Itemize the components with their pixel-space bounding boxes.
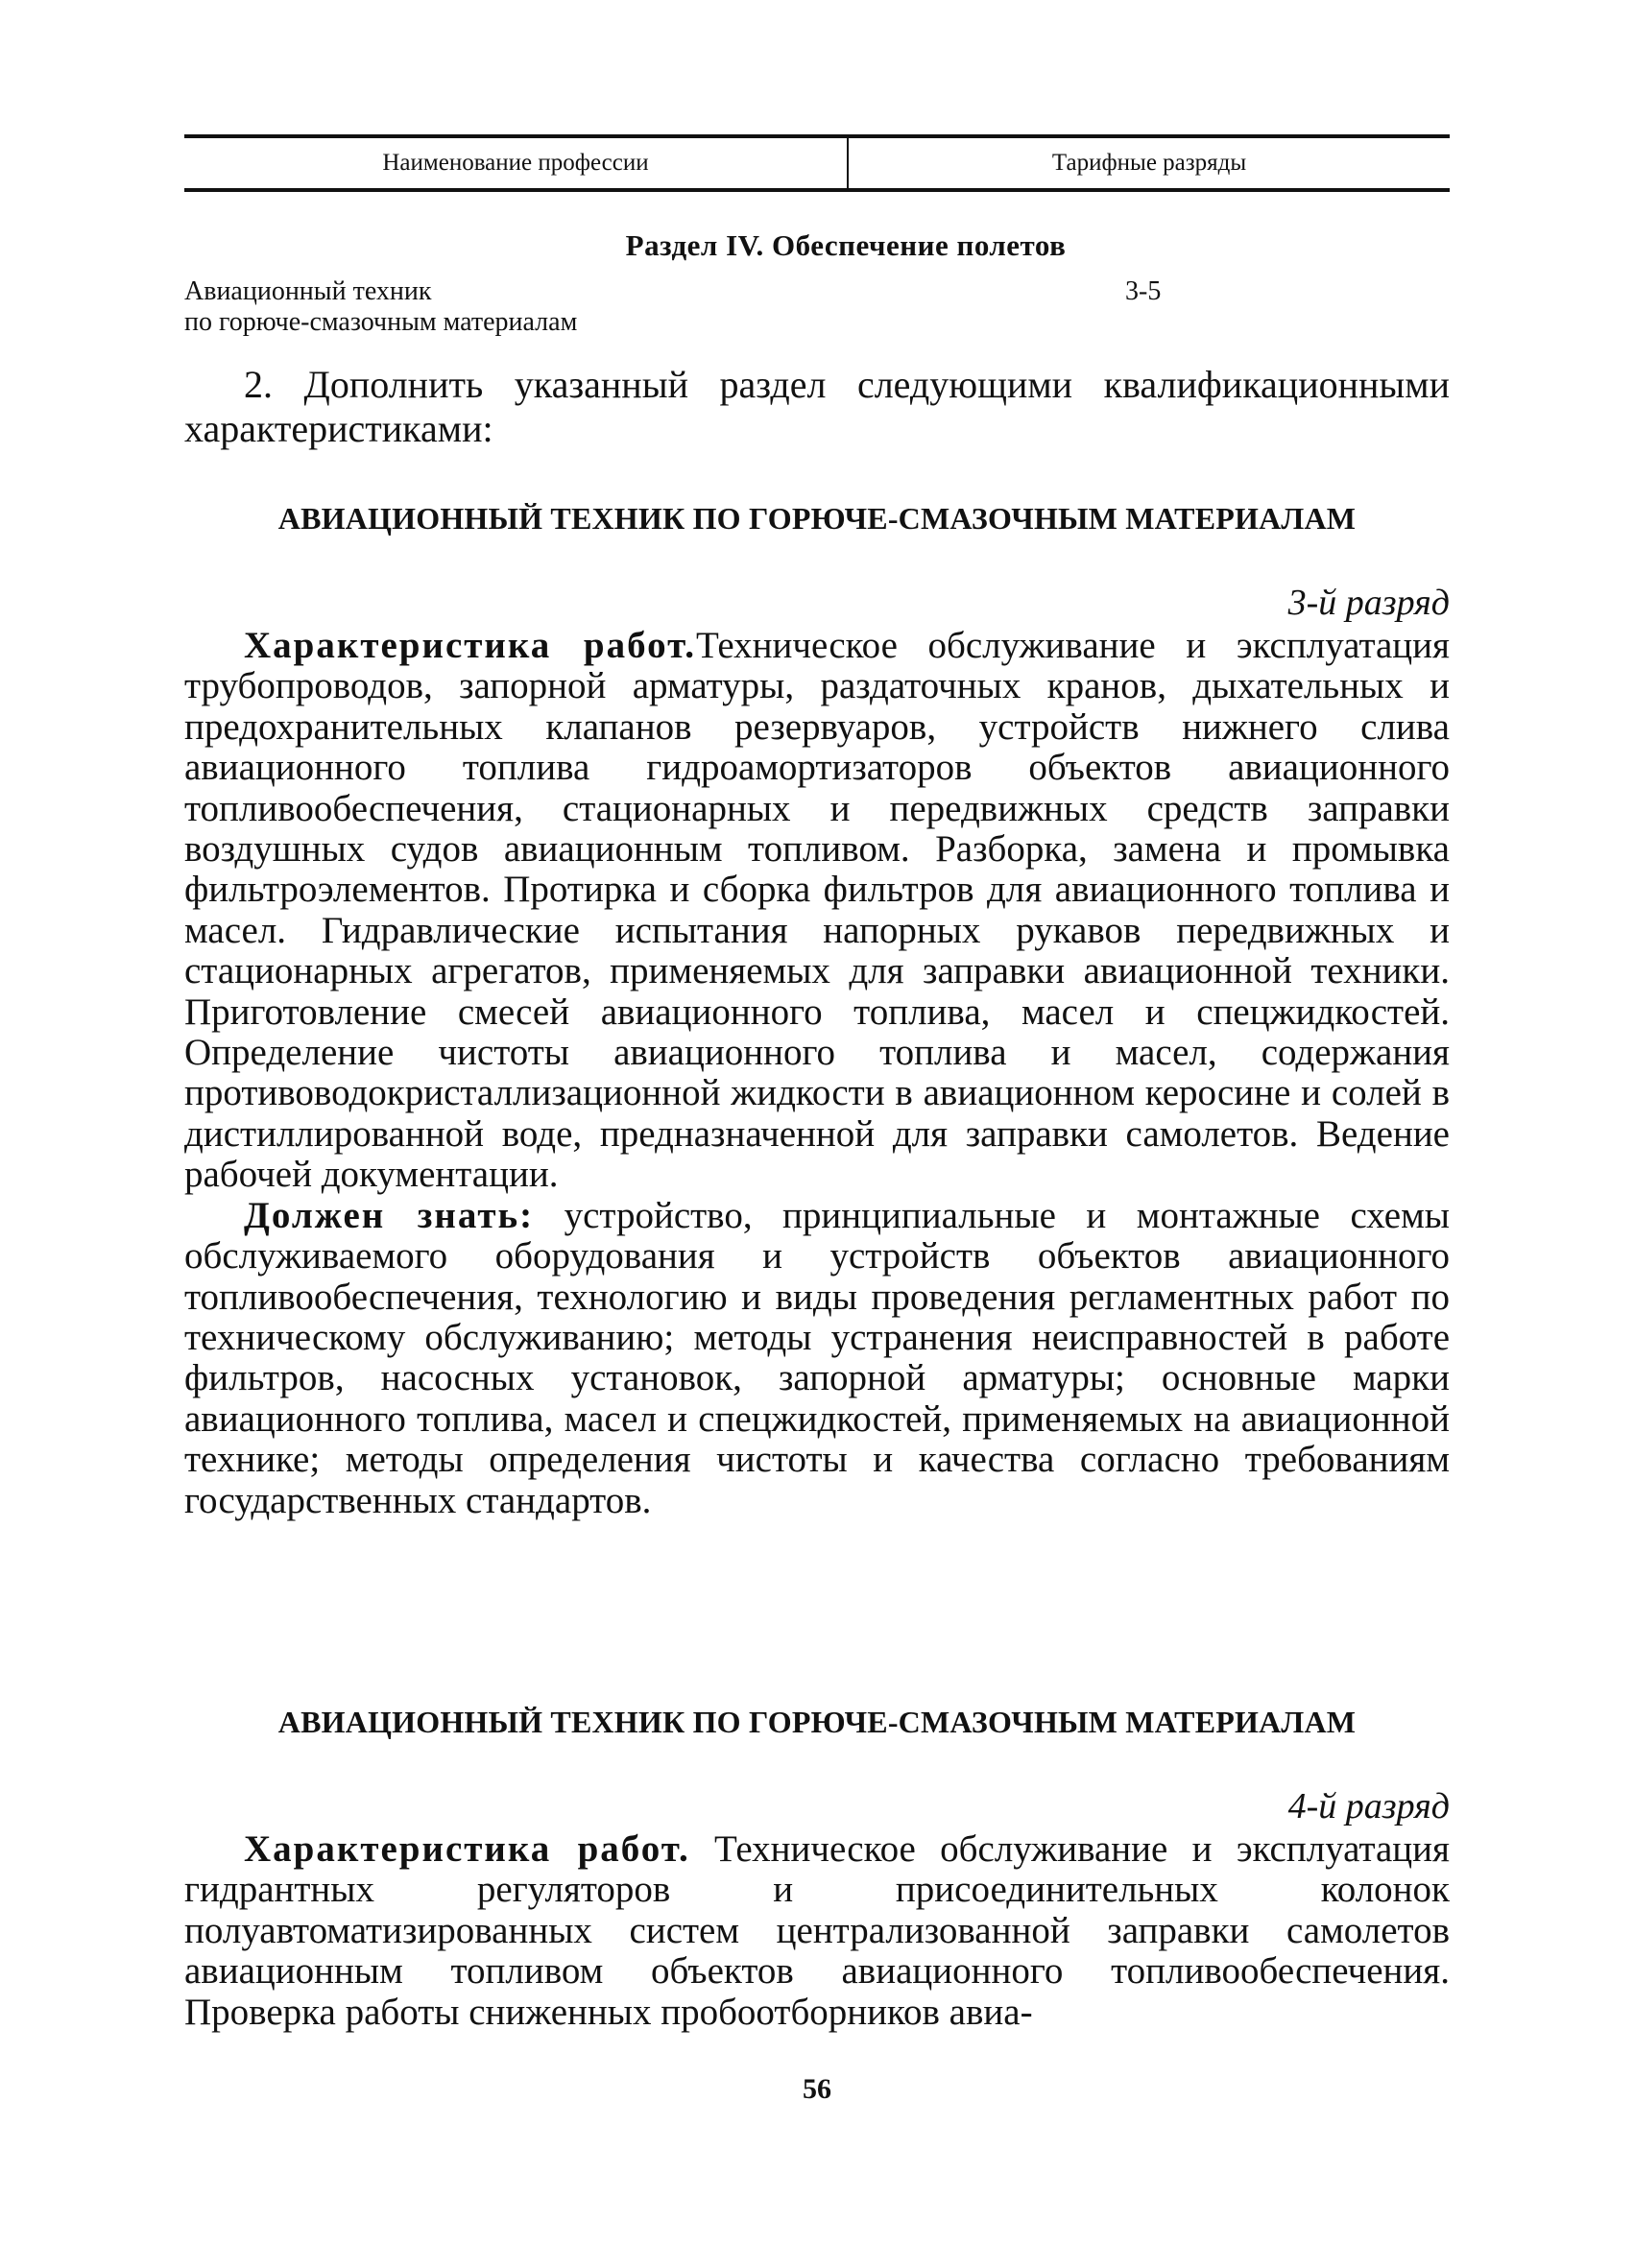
know-label: Должен знать: — [244, 1194, 535, 1236]
work-text: Техническое обслуживание и эксплуатация гидрантных регуляторов и присоединительных колонок полуавтоматизированных систем централизованной заправки самолетов авиационным топливом объектов авиационного топливообеспечения. Проверка работы сниженных пробоотборников авиа- — [184, 1828, 1450, 2033]
qualification-heading-2: АВИАЦИОННЫЙ ТЕХНИК ПО ГОРЮЧЕ-СМАЗОЧНЫМ МАТЕРИАЛАМ — [277, 1705, 1357, 1739]
work-characteristics-1 — [184, 626, 1450, 1196]
grade-label-2: 4-й разряд — [1287, 1786, 1450, 1826]
work-label: Характеристика работ. — [244, 625, 697, 666]
qualification-body-1 — [184, 626, 1450, 1521]
header-table — [184, 134, 1450, 192]
profession-line1: Авиационный техник — [184, 276, 432, 306]
profession-grades: 3-5 — [1125, 276, 1162, 306]
profession-name — [184, 276, 577, 338]
grade-label-1: 3-й разряд — [1287, 583, 1450, 623]
profession-line2: по горюче-смазочным материалам — [184, 307, 578, 337]
header-col-profession: Наименование профессии — [382, 150, 649, 176]
work-text: Техническое обслуживание и эксплуатация трубопроводов, запорной арматуры, раздаточных кранов, дыхательных и предохранительных клапанов резервуаров, устройств нижнего слива авиационного топлива гидроамортизаторов объектов авиационного топливообеспечения, стационарных и передвижных средств заправки воздушных судов авиационным топливом. Разборка, замена и промывка фильтроэлементов. Протирка и сборка фильтров для авиационного топлива и масел. Гидравлические испытания напорных рукавов передвижных и стационарных агрегатов, применяемых для заправки авиационной техники. Приготовление смесей авиационного топлива, масел и спецжидкостей. Определение чистоты авиационного топлива и масел, содержания противоводокристаллизационной жидкости в авиационном керосине и солей в дистиллированной воде, предназначенной для заправки самолетов. Ведение рабочей документации. — [184, 625, 1450, 1196]
work-characteristics-2 — [184, 1829, 1450, 2033]
page-number: 56 — [803, 2073, 831, 2105]
know-text: устройство, принципиальные и монтажные схемы обслуживаемого оборудования и устройств объектов авиационного топливообеспечения, технологию и виды проведения регламентных работ по техническому обслуживанию; методы устранения неисправностей в работе фильтров, насосных установок, запорной арматуры; основные марки авиационного топлива, масел и спецжидкостей, применяемых на авиационной технике; методы определения чистоты и качества согласно требованиям государственных стандартов. — [184, 1194, 1450, 1521]
must-know-1 — [184, 1196, 1450, 1521]
document-page — [184, 125, 1450, 2236]
header-col-grades: Тарифные разряды — [1051, 150, 1247, 176]
qualification-heading-1: АВИАЦИОННЫЙ ТЕХНИК ПО ГОРЮЧЕ-СМАЗОЧНЫМ МАТЕРИАЛАМ — [277, 501, 1357, 536]
qualification-body-2 — [184, 1829, 1450, 2033]
work-label: Характеристика работ. — [244, 1828, 690, 1870]
section-title: Раздел IV. Обеспечение полетов — [625, 228, 1067, 262]
intro-paragraph: 2. Дополнить указанный раздел следующими квалификационными характеристиками: — [184, 363, 1450, 450]
